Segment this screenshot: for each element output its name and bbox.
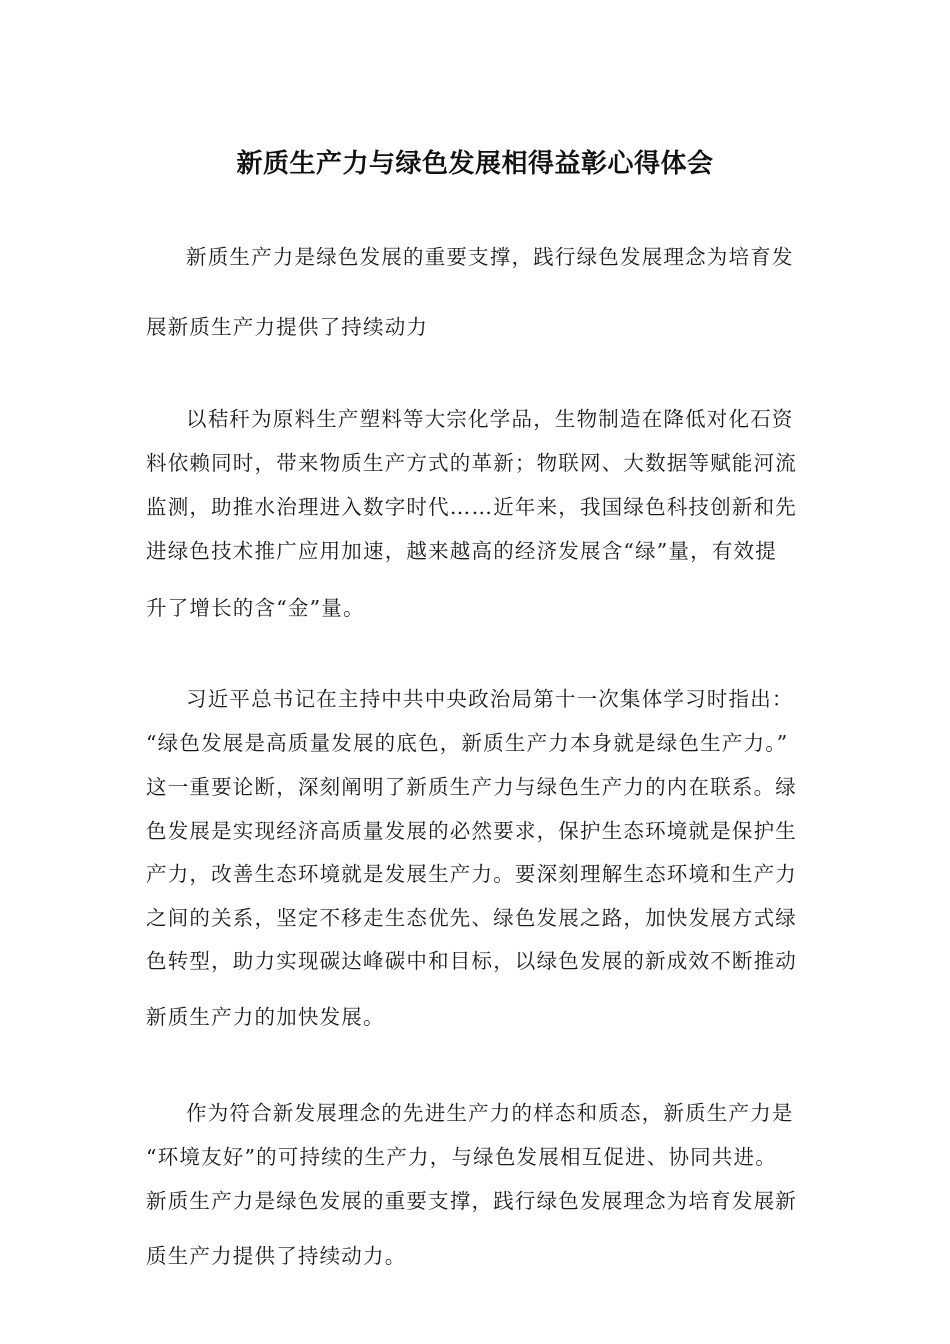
paragraph-3-line-5: 产力，改善生态环境就是发展生产力。要深刻理解生态环境和生产力 — [146, 862, 797, 886]
paragraph-4-line-3: 新质生产力是绿色发展的重要支撑，践行绿色发展理念为培育发展新 — [146, 1189, 797, 1213]
paragraph-3-line-7: 色转型，助力实现碳达峰碳中和目标，以绿色发展的新成效不断推动 — [146, 949, 797, 973]
paragraph-2-line-2: 料依赖同时，带来物质生产方式的革新；物联网、大数据等赋能河流 — [146, 451, 797, 475]
paragraph-3-line-4: 色发展是实现经济高质量发展的必然要求，保护生态环境就是保护生 — [146, 819, 797, 843]
paragraph-3-line-8: 新质生产力的加快发展。 — [146, 1005, 385, 1029]
paragraph-1-line-2: 展新质生产力提供了持续动力 — [146, 315, 429, 339]
paragraph-3-line-6: 之间的关系，坚定不移走生态优先、绿色发展之路，加快发展方式绿 — [146, 906, 797, 930]
paragraph-2-line-1: 以秸秆为原料生产塑料等大宗化学品，生物制造在降低对化石资 — [186, 407, 794, 431]
paragraph-2-line-4: 进绿色技术推广应用加速，越来越高的经济发展含“绿”量，有效提 — [146, 539, 777, 563]
paragraph-3-line-1: 习近平总书记在主持中共中央政治局第十一次集体学习时指出： — [186, 687, 794, 711]
paragraph-4-line-4: 质生产力提供了持续动力。 — [146, 1244, 407, 1268]
paragraph-2-line-3: 监测，助推水治理进入数字时代……近年来，我国绿色科技创新和先 — [146, 495, 797, 519]
paragraph-1-line-1: 新质生产力是绿色发展的重要支撑，践行绿色发展理念为培育发 — [186, 245, 794, 269]
document-title: 新质生产力与绿色发展相得益彰心得体会 — [236, 149, 714, 179]
paragraph-3-line-2: “绿色发展是高质量发展的底色，新质生产力本身就是绿色生产力。” — [146, 731, 789, 755]
paragraph-4-line-2: “环境友好”的可持续的生产力，与绿色发展相互促进、协同共进。 — [146, 1145, 777, 1169]
paragraph-4-line-1: 作为符合新发展理念的先进生产力的样态和质态，新质生产力是 — [186, 1101, 794, 1125]
paragraph-2-line-5: 升了增长的含“金”量。 — [146, 596, 365, 620]
paragraph-3-line-3: 这一重要论断，深刻阐明了新质生产力与绿色生产力的内在联系。绿 — [146, 775, 797, 799]
